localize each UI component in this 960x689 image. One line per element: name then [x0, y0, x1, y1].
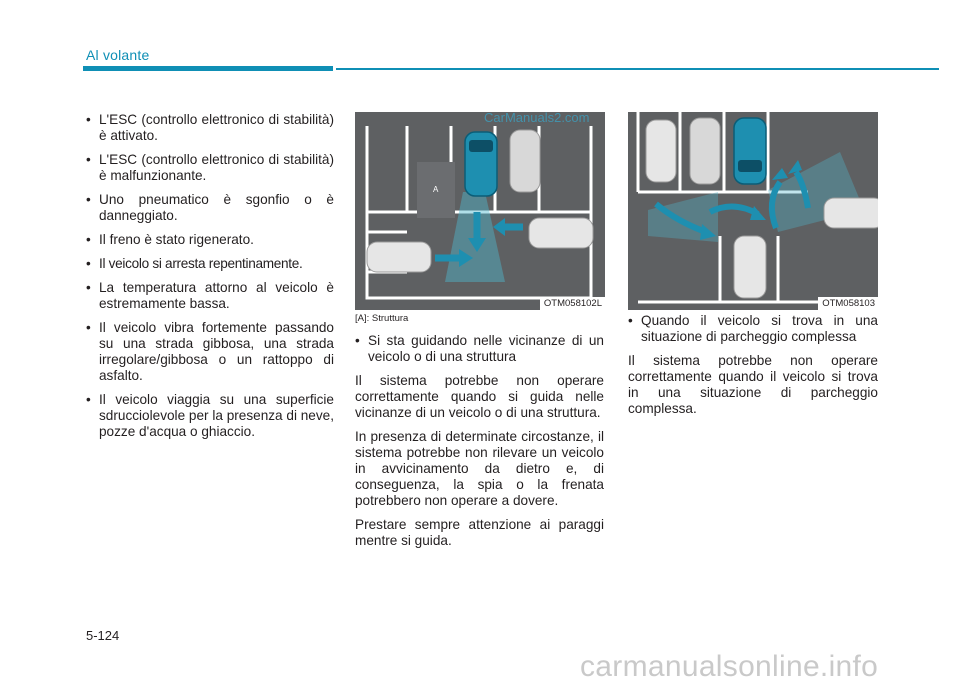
list-item: • La temperatura attorno al veicolo è estremamente bassa.: [86, 280, 334, 312]
figure-caption: [A]: Struttura: [355, 313, 409, 324]
list-item: • Il veicolo si arresta repentinamente.: [86, 256, 334, 272]
list-item: • L'ESC (controllo elettronico di stabilità) è attivato.: [86, 112, 334, 144]
structure-marker-label: A: [433, 185, 439, 194]
parked-car-1: [646, 120, 676, 182]
middle-column: [355, 313, 604, 557]
figure-code: OTM058102L: [540, 297, 605, 310]
header-rule-thin: [336, 68, 939, 70]
right-list: [628, 313, 878, 345]
list-item: • Il freno è stato rigenerato.: [86, 232, 334, 248]
list-item: • Il veicolo viaggia su una superficie sdrucciolevole per la presenza di neve, pozze d'acqua o ghiaccio.: [86, 392, 334, 440]
paragraph: Il sistema potrebbe non operare correttamente quando il veicolo si trova in una situazione di parcheggio complessa.: [628, 353, 878, 416]
conditions-list: [86, 112, 334, 440]
side-car: [367, 242, 431, 272]
figure-code: OTM058103: [818, 297, 878, 310]
paragraph: Prestare sempre attenzione ai paraggi mentre si guida.: [355, 517, 604, 548]
list-item: • Quando il veicolo si trova in una situazione di parcheggio complessa: [628, 313, 878, 345]
page-number: 5-124: [86, 628, 120, 643]
list-item: • Uno pneumatico è sgonfio o è danneggiato.: [86, 192, 334, 224]
parked-car-2: [734, 236, 766, 298]
approaching-car: [529, 218, 593, 248]
paragraph: In presenza di determinate circostanze, il sistema potrebbe non rilevare un veicolo in avvicinamento da dietro e, di conseguenza, la spia o la frenata potrebbero non operare a dovere.: [355, 429, 604, 508]
header-rule-thick: [83, 66, 333, 71]
left-column: [86, 112, 334, 448]
paragraph: Il sistema potrebbe non operare correttamente quando si guida nelle vicinanze di un veicolo o di una struttura.: [355, 373, 604, 420]
highlighted-car: [734, 118, 766, 184]
side-car: [824, 198, 878, 228]
parking-lot-illustration: [355, 112, 605, 310]
figure-structure-illustration: [355, 112, 605, 310]
parked-car: [510, 130, 540, 192]
middle-list: [355, 333, 604, 365]
complex-parking-illustration: [628, 112, 878, 310]
list-item: • Il veicolo vibra fortemente passando su una strada gibbosa, una strada irregolare/gibbosa o un rattoppo di asfalto.: [86, 320, 334, 384]
list-item: • Si sta guidando nelle vicinanze di un veicolo o di una struttura: [355, 333, 604, 365]
section-title: Al volante: [86, 47, 150, 63]
list-item: • L'ESC (controllo elettronico di stabilità) è malfunzionante.: [86, 152, 334, 184]
parked-van: [690, 118, 720, 184]
figure-parking-illustration: [628, 112, 878, 310]
right-column: [628, 313, 878, 425]
site-watermark: carmanualsonline.info: [580, 650, 879, 683]
watermark-top: CarManuals2.com: [484, 110, 590, 125]
